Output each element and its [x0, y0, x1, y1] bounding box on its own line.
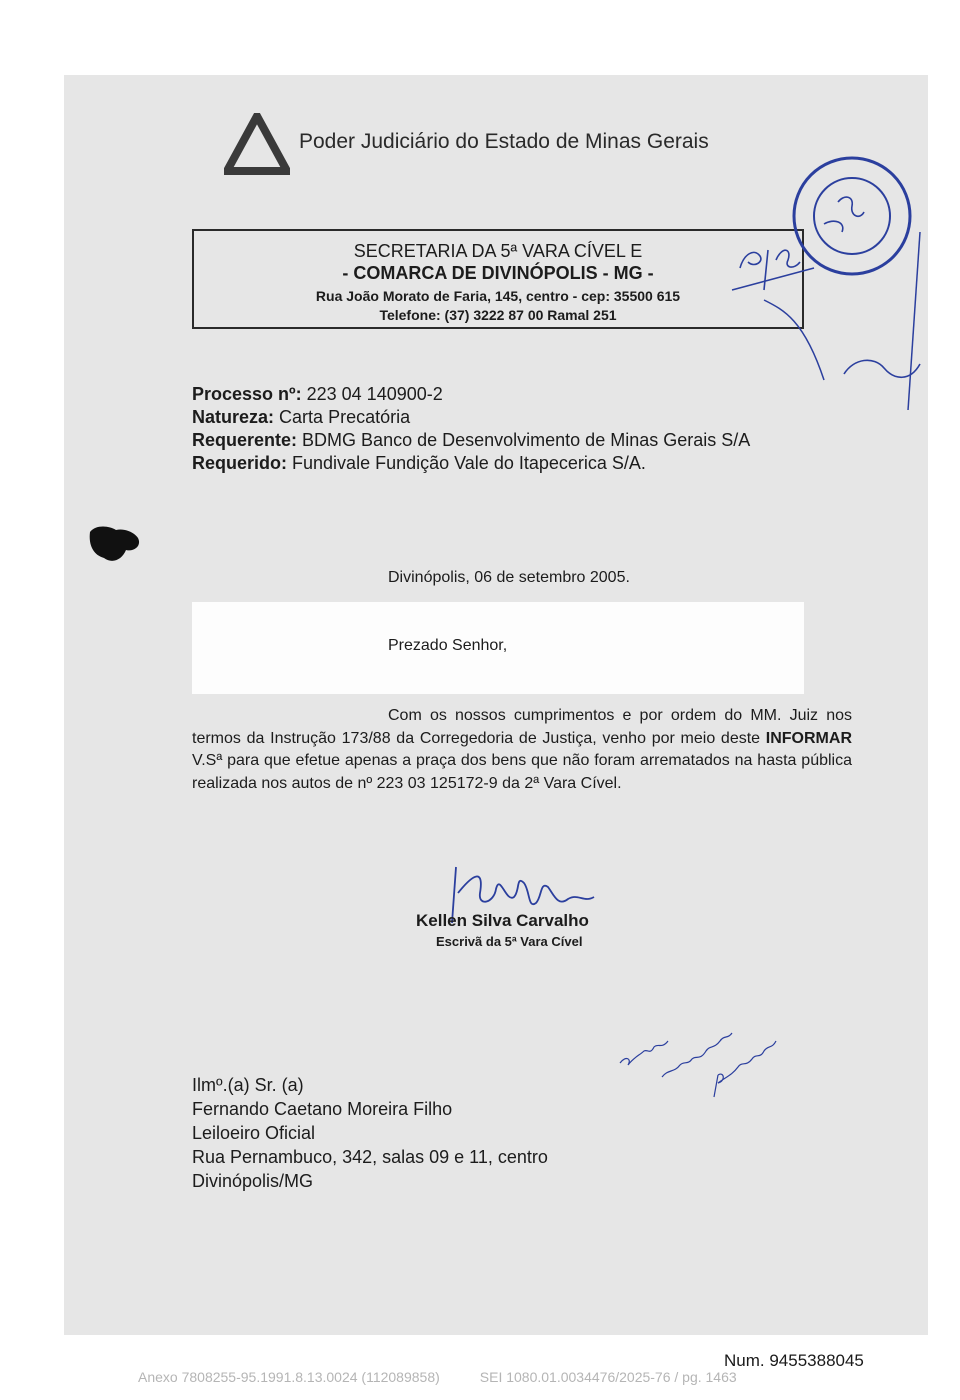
recipient-name: Fernando Caetano Moreira Filho	[192, 1099, 453, 1119]
court-stamp-and-page-marks	[724, 150, 928, 410]
ink-blot	[86, 522, 142, 564]
letter-body-part2: V.Sª para que efetue apenas a praça dos bens que não foram arrematados na hasta pública realizada nos autos de nº 223 03 125172-9 da 2ª Vara Cível.	[192, 752, 852, 792]
office-header-box	[192, 229, 804, 329]
process-number: 223 04 140900-2	[306, 384, 443, 404]
recipient-salutation: Ilmº.(a) Sr. (a)	[192, 1075, 304, 1095]
salutation: Prezado Senhor,	[388, 637, 508, 654]
recipient-title: Leiloeiro Oficial	[192, 1123, 316, 1143]
letter-date: Divinópolis, 06 de setembro 2005.	[388, 569, 630, 586]
signer-name: Kellen Silva Carvalho	[416, 911, 589, 930]
scanned-document	[64, 75, 928, 1335]
document-number: Num. 9455388045	[724, 1351, 864, 1370]
recipient-street: Rua Pernambuco, 342, salas 09 e 11, centro	[192, 1147, 548, 1167]
process-details	[192, 383, 750, 475]
footer-metadata	[138, 1369, 737, 1385]
plaintiff-value: BDMG Banco de Desenvolvimento de Minas Gerais S/A	[302, 430, 751, 450]
nature-row	[192, 406, 750, 429]
letter-body-part1: Com os nossos cumprimentos e por ordem do MM. Juiz nos termos da Instrução 173/88 da Corregedoria de Justiça, venho por meio deste	[192, 707, 852, 747]
plaintiff-row	[192, 429, 750, 452]
process-number-row	[192, 383, 750, 406]
nature-label: Natureza:	[192, 407, 275, 427]
district-name: - COMARCA DE DIVINÓPOLIS - MG -	[342, 263, 654, 283]
plaintiff-label: Requerente:	[192, 430, 298, 450]
court-name: Poder Judiciário do Estado de Minas Gerais	[299, 130, 709, 153]
letter-body	[192, 705, 852, 795]
process-number-label: Processo nº:	[192, 384, 302, 404]
recipient-address	[192, 1073, 548, 1193]
annex-reference: Anexo 7808255-95.1991.8.13.0024 (112089858)	[138, 1369, 440, 1385]
defendant-value: Fundivale Fundição Vale do Itapecerica S/A.	[292, 453, 646, 473]
signer-role: Escrivã da 5ª Vara Cível	[436, 934, 583, 949]
handwritten-received-note	[614, 1015, 784, 1105]
letter-body-emphasis: INFORMAR	[765, 729, 852, 747]
office-name: SECRETARIA DA 5ª VARA CÍVEL E	[353, 241, 643, 261]
office-phone: Telefone: (37) 3222 87 00 Ramal 251	[379, 307, 617, 323]
nature-value: Carta Precatória	[279, 407, 411, 427]
defendant-row	[192, 452, 750, 475]
sei-reference: SEI 1080.01.0034476/2025-76 / pg. 1463	[479, 1369, 737, 1385]
office-address: Rua João Morato de Faria, 145, centro - cep: 35500 615	[315, 288, 681, 304]
defendant-label: Requerido:	[192, 453, 288, 473]
court-logo-icon	[224, 113, 290, 175]
recipient-city: Divinópolis/MG	[192, 1171, 314, 1191]
